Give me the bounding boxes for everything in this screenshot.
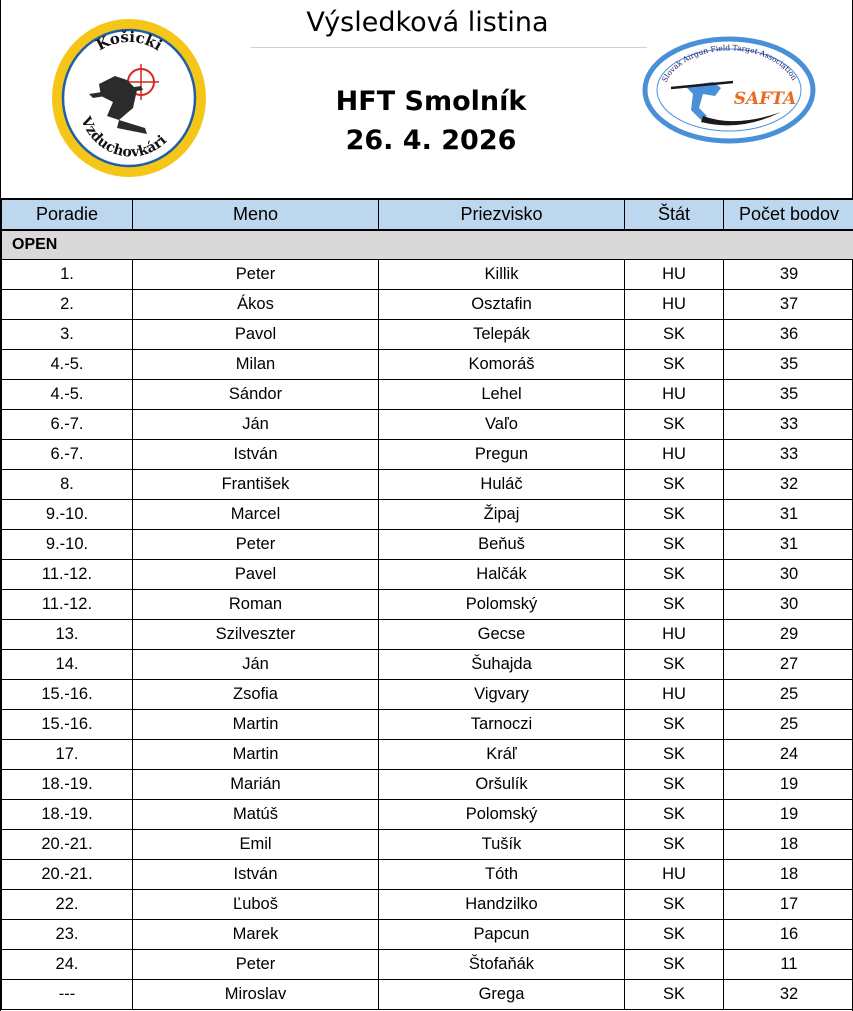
first-name-cell: Roman [133, 590, 379, 620]
header-stat: Štát [625, 199, 724, 230]
rank-cell: 23. [2, 920, 133, 950]
country-cell: SK [625, 650, 724, 680]
first-name-cell: Marek [133, 920, 379, 950]
country-cell: SK [625, 530, 724, 560]
last-name-cell: Štofaňák [379, 950, 625, 980]
safta-abbr: SAFTA [733, 89, 797, 109]
points-cell: 35 [724, 380, 853, 410]
first-name-cell: Martin [133, 740, 379, 770]
first-name-cell: Pavol [133, 320, 379, 350]
rank-cell: 18.-19. [2, 800, 133, 830]
section-row [2, 230, 853, 260]
country-cell: SK [625, 410, 724, 440]
country-cell: HU [625, 620, 724, 650]
rank-cell: 6.-7. [2, 410, 133, 440]
country-cell: HU [625, 440, 724, 470]
table-row [2, 740, 853, 770]
points-cell: 24 [724, 740, 853, 770]
rank-cell: 15.-16. [2, 710, 133, 740]
header-priezvisko: Priezvisko [379, 199, 625, 230]
country-cell: SK [625, 470, 724, 500]
rank-cell: 18.-19. [2, 770, 133, 800]
points-cell: 30 [724, 560, 853, 590]
last-name-cell: Huláč [379, 470, 625, 500]
last-name-cell: Polomský [379, 590, 625, 620]
rank-cell: 24. [2, 950, 133, 980]
last-name-cell: Papcun [379, 920, 625, 950]
safta-ring-text: Slovak Airgun Field Target Association [659, 43, 799, 84]
country-cell: SK [625, 590, 724, 620]
points-cell: 30 [724, 590, 853, 620]
country-cell: SK [625, 770, 724, 800]
table-row [2, 830, 853, 860]
points-cell: 25 [724, 680, 853, 710]
first-name-cell: Milan [133, 350, 379, 380]
section-label: OPEN [2, 230, 853, 260]
table-row [2, 800, 853, 830]
first-name-cell: Ján [133, 650, 379, 680]
last-name-cell: Killik [379, 260, 625, 290]
country-cell: HU [625, 380, 724, 410]
header-pocet-bodov: Počet bodov [724, 199, 853, 230]
table-row [2, 770, 853, 800]
first-name-cell: Sándor [133, 380, 379, 410]
last-name-cell: Tarnoczi [379, 710, 625, 740]
table-row [2, 350, 853, 380]
country-cell: SK [625, 740, 724, 770]
table-header-row [2, 199, 853, 230]
last-name-cell: Gecse [379, 620, 625, 650]
last-name-cell: Lehel [379, 380, 625, 410]
table-row [2, 380, 853, 410]
rank-cell: --- [2, 980, 133, 1010]
table-row [2, 260, 853, 290]
country-cell: SK [625, 830, 724, 860]
country-cell: HU [625, 260, 724, 290]
table-row [2, 890, 853, 920]
country-cell: SK [625, 800, 724, 830]
country-cell: SK [625, 560, 724, 590]
last-name-cell: Vaľo [379, 410, 625, 440]
last-name-cell: Grega [379, 980, 625, 1010]
rank-cell: 22. [2, 890, 133, 920]
country-cell: SK [625, 920, 724, 950]
first-name-cell: František [133, 470, 379, 500]
rank-cell: 11.-12. [2, 560, 133, 590]
table-row [2, 440, 853, 470]
table-row [2, 290, 853, 320]
points-cell: 33 [724, 440, 853, 470]
points-cell: 39 [724, 260, 853, 290]
table-row [2, 710, 853, 740]
title-divider [251, 47, 647, 48]
rank-cell: 4.-5. [2, 350, 133, 380]
first-name-cell: Matúš [133, 800, 379, 830]
rank-cell: 17. [2, 740, 133, 770]
rank-cell: 9.-10. [2, 530, 133, 560]
results-table [1, 198, 853, 1010]
table-row [2, 860, 853, 890]
rank-cell: 6.-7. [2, 440, 133, 470]
rank-cell: 15.-16. [2, 680, 133, 710]
last-name-cell: Halčák [379, 560, 625, 590]
points-cell: 31 [724, 530, 853, 560]
country-cell: SK [625, 950, 724, 980]
event-date: 26. 4. 2026 [345, 125, 517, 156]
first-name-cell: Szilveszter [133, 620, 379, 650]
table-row [2, 320, 853, 350]
points-cell: 37 [724, 290, 853, 320]
logo-left-top-text: Košicki [93, 27, 166, 55]
first-name-cell: Peter [133, 530, 379, 560]
points-cell: 16 [724, 920, 853, 950]
last-name-cell: Osztafin [379, 290, 625, 320]
first-name-cell: Marcel [133, 500, 379, 530]
first-name-cell: Miroslav [133, 980, 379, 1010]
first-name-cell: Pavel [133, 560, 379, 590]
first-name-cell: Ákos [133, 290, 379, 320]
rank-cell: 4.-5. [2, 380, 133, 410]
header-poradie: Poradie [2, 199, 133, 230]
country-cell: SK [625, 890, 724, 920]
points-cell: 32 [724, 470, 853, 500]
rank-cell: 20.-21. [2, 860, 133, 890]
first-name-cell: Emil [133, 830, 379, 860]
points-cell: 18 [724, 830, 853, 860]
rank-cell: 13. [2, 620, 133, 650]
country-cell: SK [625, 980, 724, 1010]
first-name-cell: Peter [133, 260, 379, 290]
last-name-cell: Beňuš [379, 530, 625, 560]
country-cell: SK [625, 350, 724, 380]
country-cell: HU [625, 680, 724, 710]
first-name-cell: Ján [133, 410, 379, 440]
country-cell: SK [625, 710, 724, 740]
last-name-cell: Kráľ [379, 740, 625, 770]
logo-left-bottom-text: Vzduchovkári [77, 114, 170, 161]
last-name-cell: Handzilko [379, 890, 625, 920]
country-cell: SK [625, 320, 724, 350]
first-name-cell: Ľuboš [133, 890, 379, 920]
points-cell: 17 [724, 890, 853, 920]
points-cell: 31 [724, 500, 853, 530]
last-name-cell: Vigvary [379, 680, 625, 710]
table-row [2, 680, 853, 710]
last-name-cell: Pregun [379, 440, 625, 470]
rank-cell: 2. [2, 290, 133, 320]
points-cell: 29 [724, 620, 853, 650]
last-name-cell: Žipaj [379, 500, 625, 530]
kosicki-vzduchovkari-logo [49, 16, 209, 180]
first-name-cell: Zsofia [133, 680, 379, 710]
last-name-cell: Šuhajda [379, 650, 625, 680]
points-cell: 32 [724, 980, 853, 1010]
table-row [2, 470, 853, 500]
country-cell: SK [625, 500, 724, 530]
table-row [2, 530, 853, 560]
last-name-cell: Tušík [379, 830, 625, 860]
last-name-cell: Komoráš [379, 350, 625, 380]
last-name-cell: Tóth [379, 860, 625, 890]
table-row [2, 560, 853, 590]
last-name-cell: Oršulík [379, 770, 625, 800]
last-name-cell: Telepák [379, 320, 625, 350]
first-name-cell: Peter [133, 950, 379, 980]
points-cell: 19 [724, 770, 853, 800]
points-cell: 27 [724, 650, 853, 680]
points-cell: 19 [724, 800, 853, 830]
table-row [2, 410, 853, 440]
first-name-cell: Marián [133, 770, 379, 800]
table-row [2, 950, 853, 980]
table-row [2, 500, 853, 530]
rank-cell: 20.-21. [2, 830, 133, 860]
rank-cell: 3. [2, 320, 133, 350]
first-name-cell: Martin [133, 710, 379, 740]
rank-cell: 8. [2, 470, 133, 500]
points-cell: 35 [724, 350, 853, 380]
table-row [2, 920, 853, 950]
page-title: Výsledková listina [306, 7, 549, 38]
header-meno: Meno [133, 199, 379, 230]
table-row [2, 980, 853, 1010]
safta-logo [641, 36, 817, 144]
points-cell: 33 [724, 410, 853, 440]
event-name: HFT Smolník [335, 86, 527, 117]
rank-cell: 9.-10. [2, 500, 133, 530]
points-cell: 11 [724, 950, 853, 980]
first-name-cell: István [133, 440, 379, 470]
points-cell: 36 [724, 320, 853, 350]
first-name-cell: István [133, 860, 379, 890]
points-cell: 25 [724, 710, 853, 740]
last-name-cell: Polomský [379, 800, 625, 830]
country-cell: HU [625, 860, 724, 890]
rank-cell: 14. [2, 650, 133, 680]
country-cell: HU [625, 290, 724, 320]
table-row [2, 620, 853, 650]
table-row [2, 650, 853, 680]
points-cell: 18 [724, 860, 853, 890]
rank-cell: 11.-12. [2, 590, 133, 620]
table-row [2, 590, 853, 620]
rank-cell: 1. [2, 260, 133, 290]
